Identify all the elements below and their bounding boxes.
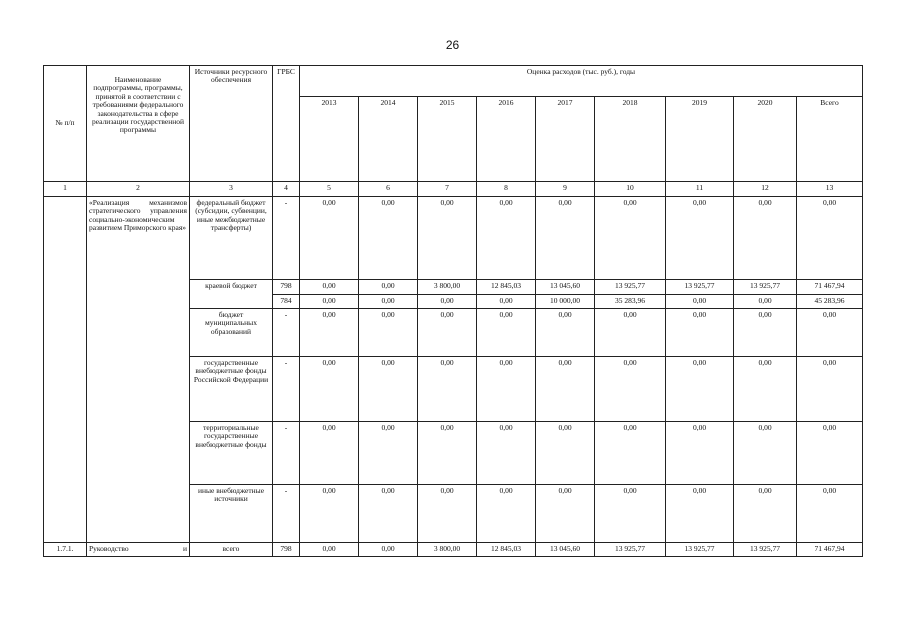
value-cell: 0,00	[300, 309, 359, 357]
value-cell: 0,00	[359, 280, 418, 295]
header-estimate: Оценка расходов (тыс. руб.), годы	[300, 66, 863, 97]
value-cell: 0,00	[797, 197, 863, 280]
header-grbs: ГРБС	[273, 66, 300, 182]
value-cell: 0,00	[666, 309, 734, 357]
value-cell: 13 045,60	[536, 280, 595, 295]
year-2014: 2014	[359, 97, 418, 182]
row-name-cell	[87, 543, 190, 557]
value-cell: 0,00	[300, 422, 359, 485]
value-cell: 0,00	[418, 197, 477, 280]
header-row-1	[44, 66, 863, 97]
year-2013: 2013	[300, 97, 359, 182]
row-name-left: Руководство	[89, 544, 129, 553]
value-cell: 35 283,96	[595, 295, 666, 309]
index-cell: 1	[44, 182, 87, 197]
header-num: № п/п	[44, 66, 87, 182]
value-cell: 0,00	[300, 197, 359, 280]
value-cell: 0,00	[734, 309, 797, 357]
source-cell: федеральный бюджет (субсидии, субвенции, иные межбюджетные трансферты)	[190, 197, 273, 280]
index-cell: 2	[87, 182, 190, 197]
year-2020: 2020	[734, 97, 797, 182]
year-2019: 2019	[666, 97, 734, 182]
index-cell: 11	[666, 182, 734, 197]
value-cell: 0,00	[418, 295, 477, 309]
value-cell: 0,00	[734, 295, 797, 309]
value-cell: 0,00	[418, 422, 477, 485]
value-cell: 0,00	[418, 485, 477, 543]
value-cell: 13 925,77	[666, 543, 734, 557]
value-cell: 12 845,03	[477, 280, 536, 295]
value-cell: 0,00	[418, 357, 477, 422]
value-cell: 0,00	[477, 309, 536, 357]
value-cell: 0,00	[359, 485, 418, 543]
year-2015: 2015	[418, 97, 477, 182]
value-cell: 0,00	[666, 485, 734, 543]
value-cell: 13 925,77	[734, 543, 797, 557]
grbs-cell: -	[273, 485, 300, 543]
index-row	[44, 182, 863, 197]
value-cell: 0,00	[595, 197, 666, 280]
value-cell: 0,00	[477, 485, 536, 543]
page-number: 26	[445, 38, 460, 52]
value-cell: 3 800,00	[418, 280, 477, 295]
value-cell: 0,00	[595, 309, 666, 357]
value-cell: 0,00	[734, 197, 797, 280]
value-cell: 13 045,60	[536, 543, 595, 557]
index-cell: 3	[190, 182, 273, 197]
index-cell: 12	[734, 182, 797, 197]
value-cell: 0,00	[666, 422, 734, 485]
budget-table	[43, 65, 863, 557]
value-cell: 0,00	[359, 309, 418, 357]
grbs-cell: -	[273, 197, 300, 280]
table-row	[44, 197, 863, 280]
index-cell: 13	[797, 182, 863, 197]
grbs-cell: 798	[273, 543, 300, 557]
source-cell: государственные внебюджетные фонды Российской Федерации	[190, 357, 273, 422]
value-cell: 0,00	[477, 422, 536, 485]
value-cell: 0,00	[359, 422, 418, 485]
row-num: 1.7.1.	[44, 543, 87, 557]
value-cell: 0,00	[300, 295, 359, 309]
row-name-right: и	[182, 544, 187, 553]
value-cell: 0,00	[536, 422, 595, 485]
value-cell: 0,00	[536, 197, 595, 280]
index-cell: 10	[595, 182, 666, 197]
value-cell: 13 925,77	[595, 280, 666, 295]
value-cell: 0,00	[734, 357, 797, 422]
value-cell: 0,00	[477, 197, 536, 280]
value-cell: 13 925,77	[734, 280, 797, 295]
value-cell: 0,00	[595, 422, 666, 485]
index-cell: 6	[359, 182, 418, 197]
table-row	[44, 543, 863, 557]
value-cell: 0,00	[666, 197, 734, 280]
value-cell: 0,00	[477, 295, 536, 309]
index-cell: 9	[536, 182, 595, 197]
source-cell: иные внебюджетные источники	[190, 485, 273, 543]
grbs-cell: 784	[273, 295, 300, 309]
value-cell: 0,00	[595, 357, 666, 422]
value-cell: 45 283,96	[797, 295, 863, 309]
index-cell: 8	[477, 182, 536, 197]
year-2016: 2016	[477, 97, 536, 182]
value-cell: 0,00	[666, 295, 734, 309]
value-cell: 0,00	[797, 422, 863, 485]
grbs-cell: -	[273, 357, 300, 422]
index-cell: 5	[300, 182, 359, 197]
value-cell: 0,00	[536, 357, 595, 422]
value-cell: 0,00	[595, 485, 666, 543]
value-cell: 0,00	[666, 357, 734, 422]
program-num-cell	[44, 197, 87, 543]
grbs-cell: 798	[273, 280, 300, 295]
value-cell: 0,00	[359, 357, 418, 422]
program-name: «Реализация механизмов стратегического управления социально-экономическим развитием Приморского края»	[87, 197, 190, 543]
year-2017: 2017	[536, 97, 595, 182]
value-cell: 0,00	[300, 485, 359, 543]
header-name: Наименование подпрограммы, программы, принятой в соответствии с требованиями федерального законодательства в сфере реализации государственной программы	[87, 66, 190, 182]
value-cell: 0,00	[536, 485, 595, 543]
value-cell: 0,00	[797, 485, 863, 543]
index-cell: 4	[273, 182, 300, 197]
value-cell: 0,00	[418, 309, 477, 357]
value-cell: 3 800,00	[418, 543, 477, 557]
value-cell: 71 467,94	[797, 280, 863, 295]
value-cell: 0,00	[797, 357, 863, 422]
source-cell: всего	[190, 543, 273, 557]
year-total: Всего	[797, 97, 863, 182]
value-cell: 0,00	[359, 543, 418, 557]
grbs-cell: -	[273, 309, 300, 357]
value-cell: 0,00	[359, 197, 418, 280]
value-cell: 0,00	[300, 543, 359, 557]
value-cell: 0,00	[734, 485, 797, 543]
source-cell: территориальные государственные внебюджетные фонды	[190, 422, 273, 485]
grbs-cell: -	[273, 422, 300, 485]
value-cell: 0,00	[300, 280, 359, 295]
year-2018: 2018	[595, 97, 666, 182]
source-cell: бюджет муниципальных образований	[190, 309, 273, 357]
value-cell: 12 845,03	[477, 543, 536, 557]
value-cell: 0,00	[300, 357, 359, 422]
value-cell: 0,00	[734, 422, 797, 485]
source-cell: краевой бюджет	[190, 280, 273, 309]
header-source: Источники ресурсного обеспечения	[190, 66, 273, 182]
value-cell: 0,00	[477, 357, 536, 422]
value-cell: 10 000,00	[536, 295, 595, 309]
value-cell: 0,00	[359, 295, 418, 309]
value-cell: 0,00	[797, 309, 863, 357]
value-cell: 13 925,77	[666, 280, 734, 295]
value-cell: 71 467,94	[797, 543, 863, 557]
value-cell: 13 925,77	[595, 543, 666, 557]
index-cell: 7	[418, 182, 477, 197]
value-cell: 0,00	[536, 309, 595, 357]
